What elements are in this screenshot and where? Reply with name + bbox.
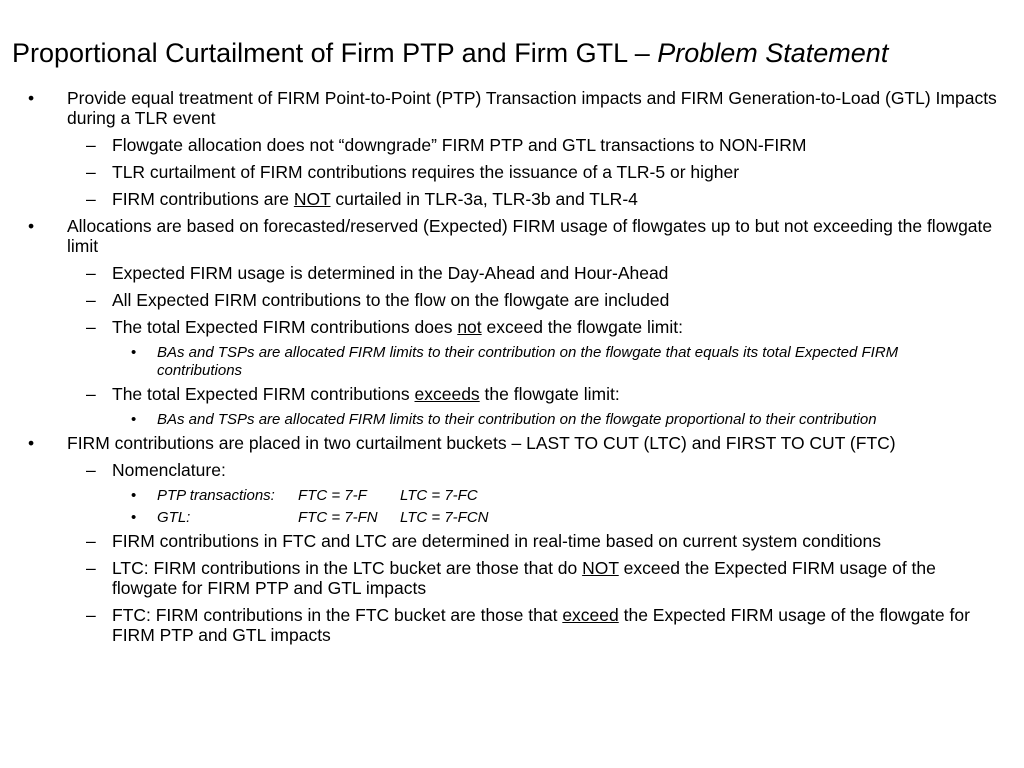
subbullet-text: Flowgate allocation does not “downgrade” FIRM PTP and GTL transactions to NON-FIRM [112,135,807,155]
dash-marker: – [86,460,96,480]
nomenclature-label: GTL: [157,509,191,526]
subsubbullet-equals-total [0,344,1024,380]
subbullet-text [112,605,992,645]
nomenclature-ftc: FTC = 7-F [298,487,367,504]
text-segment: the Expected FIRM usage of the flowgate for FIRM PTP and GTL impacts [112,605,970,645]
text-segment: the flowgate limit: [479,384,620,404]
bullet-text: Provide equal treatment of FIRM Point-to-Point (PTP) Transaction impacts and FIRM Generation-to-Load (GTL) Impacts during a TLR event [67,88,997,128]
text-segment: FIRM contributions are [112,189,294,209]
dash-marker: – [86,135,96,155]
subbullet-expected-usage [0,263,1024,283]
small-bullet-marker: • [131,509,137,526]
bullet-text: Allocations are based on forecasted/reserved (Expected) FIRM usage of flowgates up to but not exceeding the flowgate limit [67,216,993,256]
bullet-buckets [0,433,1024,453]
subbullet-text [112,317,992,337]
subbullet-text: Expected FIRM usage is determined in the Day-Ahead and Hour-Ahead [112,263,669,283]
nomenclature-gtl [0,509,1024,527]
bullet-equal-treatment [0,88,1024,128]
underlined-text: exceeds [414,384,480,404]
subbullet-all-included [0,290,1024,310]
nomenclature-row [157,509,957,527]
text-segment: The total Expected FIRM contributions does [112,317,458,337]
subbullet-text [112,384,992,404]
underlined-text: NOT [582,558,619,578]
subbullet-text: Nomenclature: [112,460,226,480]
title-main-text: Proportional Curtailment of Firm PTP and Firm GTL – [12,38,658,68]
text-segment: exceed the Expected FIRM usage of the flowgate for FIRM PTP and GTL impacts [112,558,936,598]
dash-marker: – [86,531,96,551]
subbullet-text: TLR curtailment of FIRM contributions requires the issuance of a TLR-5 or higher [112,162,740,182]
bullet-text: FIRM contributions are placed in two curtailment buckets – LAST TO CUT (LTC) and FIRST TO CUT (FTC) [67,433,896,453]
dash-marker: – [86,558,96,578]
bullet-list [0,88,1024,652]
subsubbullet-text: BAs and TSPs are allocated FIRM limits to their contribution on the flowgate proportional to their contribution [157,411,877,428]
subbullet-text [112,558,992,598]
small-bullet-marker: • [131,487,137,504]
nomenclature-ptp [0,487,1024,505]
dash-marker: – [86,605,96,625]
dash-marker: – [86,189,96,209]
text-segment: The total Expected FIRM contributions [112,384,415,404]
subbullet-tlr5 [0,162,1024,182]
dash-marker: – [86,290,96,310]
subsubbullet-text: BAs and TSPs are allocated FIRM limits to their contribution on the flowgate that equals its total Expected FIRM contributions [157,344,899,379]
subbullet-ftc [0,605,1024,645]
slide-title [12,34,1016,72]
subbullet-nomenclature [0,460,1024,480]
subbullet-text: All Expected FIRM contributions to the flow on the flowgate are included [112,290,670,310]
underlined-text: not [457,317,482,337]
bullet-marker: • [28,88,35,108]
subbullet-text [112,189,992,209]
text-segment: exceed the flowgate limit: [481,317,683,337]
dash-marker: – [86,317,96,337]
dash-marker: – [86,384,96,404]
nomenclature-label: PTP transactions: [157,487,275,504]
small-bullet-marker: • [131,411,137,428]
title-italic-text: Problem Statement [657,38,889,68]
subbullet-ltc [0,558,1024,598]
nomenclature-ltc: LTC = 7-FCN [400,509,489,526]
text-segment: curtailed in TLR-3a, TLR-3b and TLR-4 [330,189,638,209]
subbullet-not-exceed [0,317,1024,337]
dash-marker: – [86,162,96,182]
dash-marker: – [86,263,96,283]
bullet-marker: • [28,433,35,453]
underlined-text: NOT [293,189,331,209]
subbullet-exceeds [0,384,1024,404]
text-segment: LTC: FIRM contributions in the LTC bucket are those that do [112,558,583,578]
subbullet-no-downgrade [0,135,1024,155]
subbullet-realtime [0,531,1024,551]
subbullet-not-curtailed [0,189,1024,209]
text-segment: FTC: FIRM contributions in the FTC bucket are those that [112,605,563,625]
subbullet-text: FIRM contributions in FTC and LTC are determined in real-time based on current system conditions [112,531,882,551]
subsubbullet-proportional [0,411,1024,429]
nomenclature-ltc: LTC = 7-FC [400,487,478,504]
underlined-text: exceed [562,605,619,625]
small-bullet-marker: • [131,344,137,361]
nomenclature-row [157,487,957,505]
nomenclature-ftc: FTC = 7-FN [298,509,378,526]
bullet-allocations [0,216,1024,256]
bullet-marker: • [28,216,35,236]
